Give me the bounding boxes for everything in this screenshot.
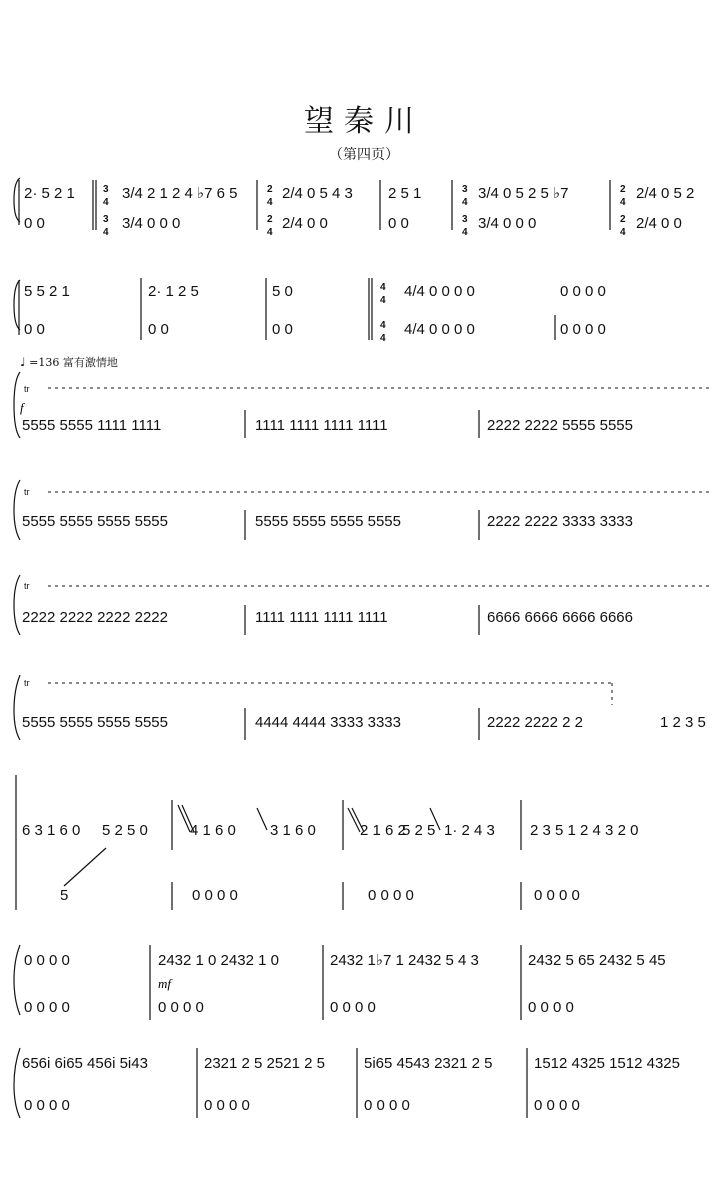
measure-text: 4/4 0 0 0 0 [404, 283, 475, 300]
measure-text: 2432 5 65 2432 5 45 [528, 952, 666, 969]
svg-text:4: 4 [267, 227, 273, 238]
measure-text: 0 0 0 0 [192, 887, 238, 904]
measure-text: 0 0 0 0 [534, 1097, 580, 1114]
measure-text: 2· 5 2 1 [24, 185, 75, 202]
measure-text: 1 2 3 5 [660, 714, 706, 731]
measure-text: 2321 2 5 2521 2 5 [204, 1055, 325, 1072]
measure-text: 3/4 2 1 2 4 ♭7 6 5 [122, 185, 238, 202]
chord-text: 6 3 1 6 0 [22, 822, 81, 839]
measure-text: 2432 1 0 2432 1 0 [158, 952, 279, 969]
svg-text:4: 4 [103, 227, 109, 238]
measure-text: 2 5 1 [388, 185, 422, 202]
svg-text:2: 2 [620, 214, 626, 225]
svg-text:3: 3 [462, 214, 468, 225]
trill-mark: tr [24, 487, 30, 497]
svg-text:4: 4 [380, 295, 386, 306]
measure-text: 2/4 0 5 2 [636, 185, 695, 202]
svg-text:2: 2 [267, 184, 273, 195]
trill-mark: tr [24, 678, 30, 688]
measure-text: 5 0 [272, 283, 293, 300]
chord-text: 2 1 6 2 [360, 822, 406, 839]
measure-text: 2· 1 2 5 [148, 283, 199, 300]
measure-text: 0 0 0 0 [330, 999, 376, 1016]
measure-text: 0 0 [24, 321, 45, 338]
measure-text: 0 0 0 0 [24, 952, 70, 969]
svg-text:3: 3 [103, 184, 109, 195]
measure-text: 0 0 0 0 [364, 1097, 410, 1114]
measure-text: 0 0 [272, 321, 293, 338]
measure-text: 2 3 5 1 2 4 3 2 0 [530, 822, 639, 839]
measure-text: 2222 2222 2 2 [487, 714, 583, 731]
svg-text:4: 4 [267, 197, 273, 208]
measure-text: 3/4 0 5 2 5 ♭7 [478, 185, 569, 202]
measure-text: 0 0 0 0 [560, 321, 606, 338]
trill-mark: tr [24, 581, 30, 591]
measure-text: 2/4 0 5 4 3 [282, 185, 353, 202]
measure-text: 2/4 0 0 [636, 215, 682, 232]
svg-text:3: 3 [462, 184, 468, 195]
measure-text: 5555 5555 5555 5555 [22, 513, 168, 530]
measure-text: 6666 6666 6666 6666 [487, 609, 633, 626]
measure-text: 1· 2 4 3 [444, 822, 495, 839]
svg-text:4: 4 [462, 227, 468, 238]
svg-text:3: 3 [103, 214, 109, 225]
quarter-note-icon: ♩ [20, 355, 26, 369]
svg-text:4: 4 [620, 227, 626, 238]
measure-text: 2222 2222 5555 5555 [487, 417, 633, 434]
measure-text: 5 5 2 1 [24, 283, 70, 300]
measure-text: 4/4 0 0 0 0 [404, 321, 475, 338]
measure-text: 1512 4325 1512 4325 [534, 1055, 680, 1072]
chord-text: 5 2 5 [402, 822, 436, 839]
svg-text:4: 4 [620, 197, 626, 208]
measure-text: 0 0 0 0 [24, 999, 70, 1016]
svg-text:4: 4 [380, 282, 386, 293]
measure-text: 5555 5555 5555 5555 [22, 714, 168, 731]
page-subtitle: （第四页） [329, 147, 399, 163]
dynamic-marking: f [20, 400, 24, 415]
measure-text: 1111 1111 1111 1111 [255, 417, 388, 434]
measure-text: 3/4 0 0 0 [478, 215, 537, 232]
svg-text:2: 2 [620, 184, 626, 195]
dynamic-marking: mf [158, 976, 171, 991]
measure-text: 0 0 0 0 [560, 283, 606, 300]
measure-text: 2432 1♭7 1 2432 5 4 3 [330, 952, 479, 969]
measure-text: 5555 5555 5555 5555 [255, 513, 401, 530]
svg-text:4: 4 [462, 197, 468, 208]
measure-text: 2222 2222 3333 3333 [487, 513, 633, 530]
trill-mark: tr [24, 384, 30, 394]
measure-text: 1111 1111 1111 1111 [255, 609, 388, 626]
measure-text: 5 [60, 887, 69, 904]
svg-text:4: 4 [103, 197, 109, 208]
measure-text: 2222 2222 2222 2222 [22, 609, 168, 626]
measure-text: 5555 5555 1111 1111 [22, 417, 162, 434]
svg-text:2: 2 [267, 214, 273, 225]
measure-text: 0 0 0 0 [534, 887, 580, 904]
measure-text: 2/4 0 0 [282, 215, 328, 232]
measure-text: 0 0 [24, 215, 45, 232]
measure-text: 5i65 4543 2321 2 5 [364, 1055, 493, 1072]
chord-text: 3 1 6 0 [270, 822, 316, 839]
chord-text: 4 1 6 0 [190, 822, 236, 839]
svg-text:4: 4 [380, 333, 386, 344]
measure-text: 0 0 [388, 215, 409, 232]
tempo-text: =136 富有激情地 [29, 356, 118, 369]
svg-text:4: 4 [380, 320, 386, 331]
page-title: 望秦川 [304, 104, 424, 139]
measure-text: 0 0 0 0 [24, 1097, 70, 1114]
measure-text: 656i 6i65 456i 5i43 [22, 1055, 148, 1072]
measure-text: 0 0 [148, 321, 169, 338]
chord-text: 5 2 5 0 [102, 822, 148, 839]
measure-text: 4444 4444 3333 3333 [255, 714, 401, 731]
measure-text: 0 0 0 0 [368, 887, 414, 904]
measure-text: 0 0 0 0 [204, 1097, 250, 1114]
measure-text: 0 0 0 0 [158, 999, 204, 1016]
measure-text: 0 0 0 0 [528, 999, 574, 1016]
measure-text: 3/4 0 0 0 [122, 215, 181, 232]
